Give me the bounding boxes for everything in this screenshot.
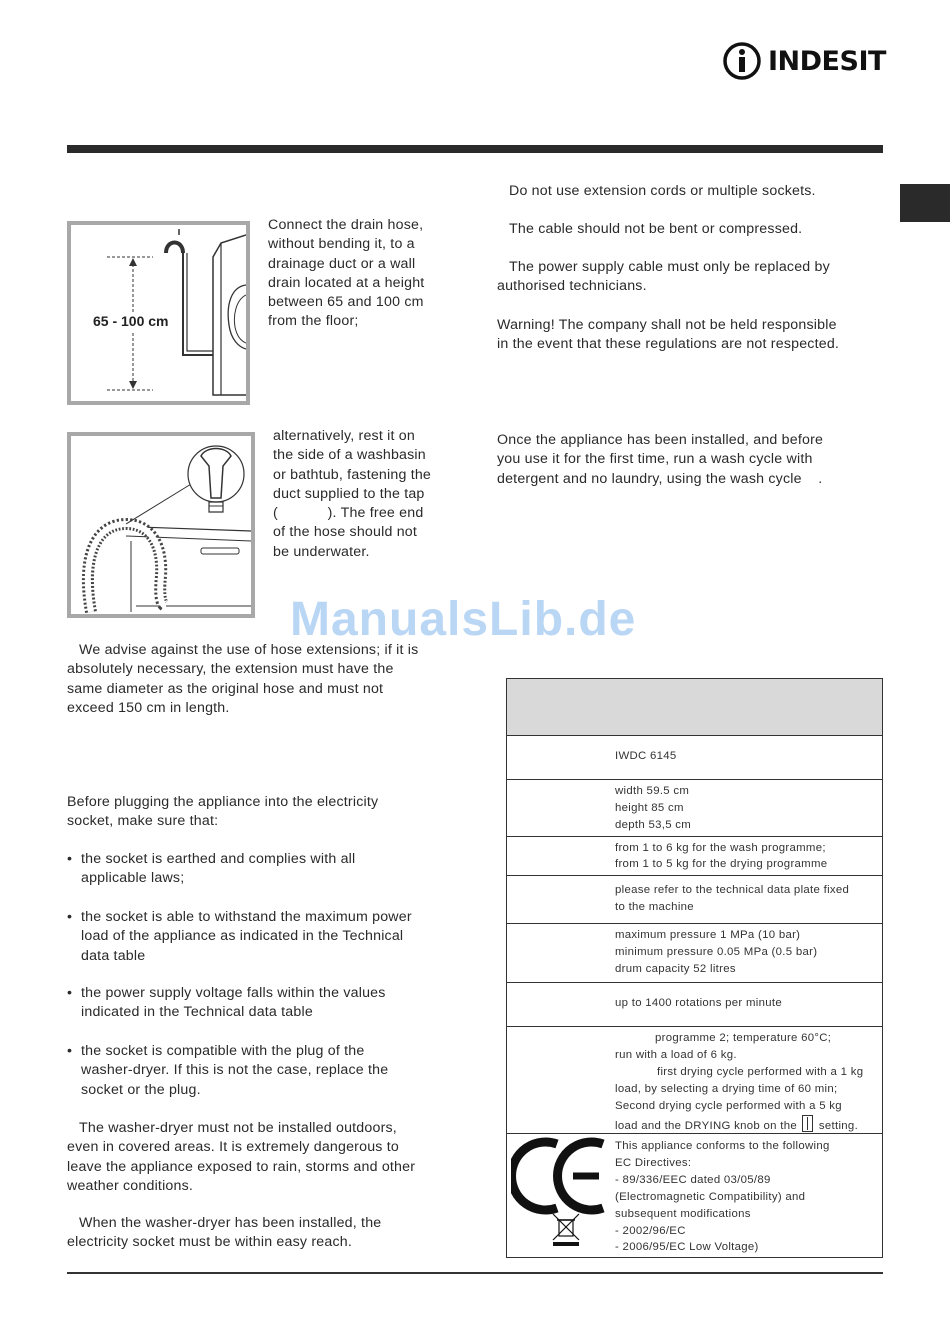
table-row-ce — [507, 1134, 882, 1257]
brand-name: INDESIT — [768, 46, 886, 77]
text-line: width 59.5 cm — [615, 785, 690, 797]
drying-knob-icon — [802, 1115, 813, 1132]
table-cell — [615, 995, 782, 1012]
table-row-model — [507, 736, 882, 780]
text-line: drainage duct or a wall — [268, 255, 416, 272]
table-cell — [615, 1030, 863, 1135]
text-line: washer-dryer. If this is not the case, replace the — [81, 1062, 389, 1079]
table-row-capacity — [507, 837, 882, 876]
text-line: height 85 cm — [615, 802, 684, 814]
drain-height-label: 65 - 100 cm — [93, 313, 169, 329]
text-line: drain located at a height — [268, 274, 425, 291]
text-line: Connect the drain hose, — [268, 217, 424, 233]
text-line: socket or the plug. — [81, 1081, 201, 1098]
socket-reach-note — [67, 1214, 467, 1253]
text-line: same diameter as the original hose and must not — [67, 680, 384, 697]
text-line: indicated in the Technical data table — [81, 1004, 313, 1021]
bullet-item — [67, 984, 467, 1023]
text-line: EC Directives: — [615, 1156, 692, 1169]
text-line: run with a load of 6 kg. — [615, 1049, 737, 1061]
text-line: depth 53,5 cm — [615, 819, 692, 831]
table-row-dimensions — [507, 780, 882, 837]
extension-cords-note: Do not use extension cords or multiple sockets. — [509, 183, 816, 199]
text-line: This appliance conforms to the following — [615, 1140, 830, 1152]
washbasin-hose-illustration — [71, 436, 251, 614]
table-row-water — [507, 924, 882, 983]
text-line: absolutely necessary, the extension must have the — [67, 661, 394, 678]
text-line: The power supply cable must only be replaced by — [509, 259, 830, 275]
ce-mark-and-weee-icon — [511, 1136, 611, 1246]
text-line: or bathtub, fastening the — [273, 466, 432, 483]
text-line: from 1 to 6 kg for the wash programme; — [615, 842, 826, 854]
text-line: the socket is compatible with the plug of the — [81, 1043, 365, 1059]
table-cell — [615, 840, 827, 872]
text-line: drum capacity 52 litres — [615, 963, 736, 975]
table-cell — [615, 748, 677, 765]
text-line: minimum pressure 0.05 MPa (0.5 bar) — [615, 946, 818, 958]
text-line: detergent and no laundry, using the wash cycle . — [497, 470, 823, 487]
electrical-intro — [67, 793, 467, 832]
text-line: please refer to the technical data plate fixed — [615, 884, 850, 896]
text-line: - 2006/95/EC Low Voltage) — [615, 1241, 759, 1254]
text-line: the socket is earthed and complies with all — [81, 851, 356, 867]
text-line: between 65 and 100 cm — [268, 294, 424, 311]
text-line: weather conditions. — [67, 1177, 194, 1194]
text-line: socket, make sure that: — [67, 813, 219, 830]
watermark: ManualsLib.de — [290, 593, 637, 646]
text-line: applicable laws; — [81, 870, 185, 887]
text-line: without bending it, to a — [268, 236, 415, 253]
table-cell — [615, 783, 691, 834]
text-line: of the hose should not — [273, 524, 418, 541]
text-line: programme 2; temperature 60°C; — [655, 1032, 832, 1044]
table-cell — [615, 927, 817, 978]
text-line: load, by selecting a drying time of 60 min; — [615, 1083, 838, 1095]
text-line: up to 1400 rotations per minute — [615, 997, 782, 1009]
text-fragment: setting. — [818, 1120, 859, 1132]
text-line: Before plugging the appliance into the electricity — [67, 794, 379, 810]
drain-instruction — [268, 216, 458, 332]
extension-paragraph — [67, 641, 467, 718]
text-line: to the machine — [615, 901, 694, 913]
text-line: leave the appliance exposed to rain, storms and other — [67, 1158, 416, 1175]
table-cell — [615, 882, 849, 916]
outdoors-warning — [67, 1119, 467, 1196]
text-line: electricity socket must be within easy reach. — [67, 1234, 352, 1251]
top-rule — [67, 145, 883, 153]
bottom-rule — [67, 1272, 883, 1274]
drain-height-figure — [67, 221, 250, 405]
bullet-item — [67, 1042, 467, 1100]
text-line: We advise against the use of hose extensions; if it is — [79, 642, 419, 658]
text-line: exceed 150 cm in length. — [67, 699, 230, 716]
text-fragment: load and the DRYING knob on the — [615, 1120, 797, 1132]
text-line: - 89/336/EEC dated 03/05/89 — [615, 1173, 771, 1186]
cable-bent-note: The cable should not be bent or compressed. — [509, 221, 803, 237]
text-line: (Electromagnetic Compatibility) and — [615, 1190, 806, 1203]
text-line: you use it for the first time, run a wash cycle with — [497, 451, 813, 468]
replace-cable-note — [497, 258, 887, 297]
text-line: first drying cycle performed with a 1 kg — [657, 1066, 864, 1078]
brand-logo — [722, 40, 887, 84]
table-header — [507, 679, 882, 736]
bullet-item — [67, 908, 467, 966]
technical-data-table — [506, 678, 883, 1258]
bullet-item — [67, 850, 467, 889]
text-line: load of the appliance as indicated in the Technical — [81, 928, 404, 945]
text-line: from the floor; — [268, 313, 359, 330]
text-line: - 2002/96/EC — [615, 1224, 686, 1237]
ce-directives — [615, 1138, 830, 1256]
text-line: the power supply voltage falls within the values — [81, 985, 386, 1001]
text-line — [615, 1115, 863, 1135]
text-line: The washer-dryer must not be installed outdoors, — [79, 1120, 397, 1136]
text-line: the socket is able to withstand the maximum power — [81, 909, 412, 925]
text-line: data table — [81, 947, 146, 964]
bullet-dot: • — [67, 851, 73, 867]
table-row-test — [507, 1027, 882, 1134]
text-line: duct supplied to the tap — [273, 485, 425, 502]
table-row-spin — [507, 983, 882, 1027]
text-line: authorised technicians. — [497, 278, 647, 295]
info-i-icon — [722, 40, 766, 84]
washbasin-instruction — [273, 427, 463, 562]
bullet-dot: • — [67, 1043, 73, 1059]
text-line: maximum pressure 1 MPa (10 bar) — [615, 929, 801, 941]
text-line: IWDC 6145 — [615, 750, 677, 762]
text-line: from 1 to 5 kg for the drying programme — [615, 858, 828, 870]
text-line: alternatively, rest it on — [273, 428, 415, 444]
responsibility-warning — [497, 316, 887, 355]
text-line: Second drying cycle performed with a 5 kg — [615, 1100, 842, 1112]
text-line: When the washer-dryer has been installed, the — [79, 1215, 382, 1231]
text-line: ( ). The free end — [273, 505, 424, 522]
text-line: in the event that these regulations are not respected. — [497, 336, 840, 353]
text-line: Warning! The company shall not be held responsible — [497, 317, 837, 333]
bullet-dot: • — [67, 985, 73, 1001]
text-line: subsequent modifications — [615, 1207, 751, 1220]
bullet-dot: • — [67, 909, 73, 925]
text-line: Once the appliance has been installed, and before — [497, 432, 824, 448]
text-line: even in covered areas. It is extremely dangerous to — [67, 1139, 399, 1156]
side-tab — [900, 184, 950, 222]
text-line: the side of a washbasin — [273, 447, 426, 464]
table-row-electrical — [507, 876, 882, 924]
first-cycle-note — [497, 431, 887, 489]
washbasin-figure — [67, 432, 255, 618]
text-line: be underwater. — [273, 543, 370, 560]
